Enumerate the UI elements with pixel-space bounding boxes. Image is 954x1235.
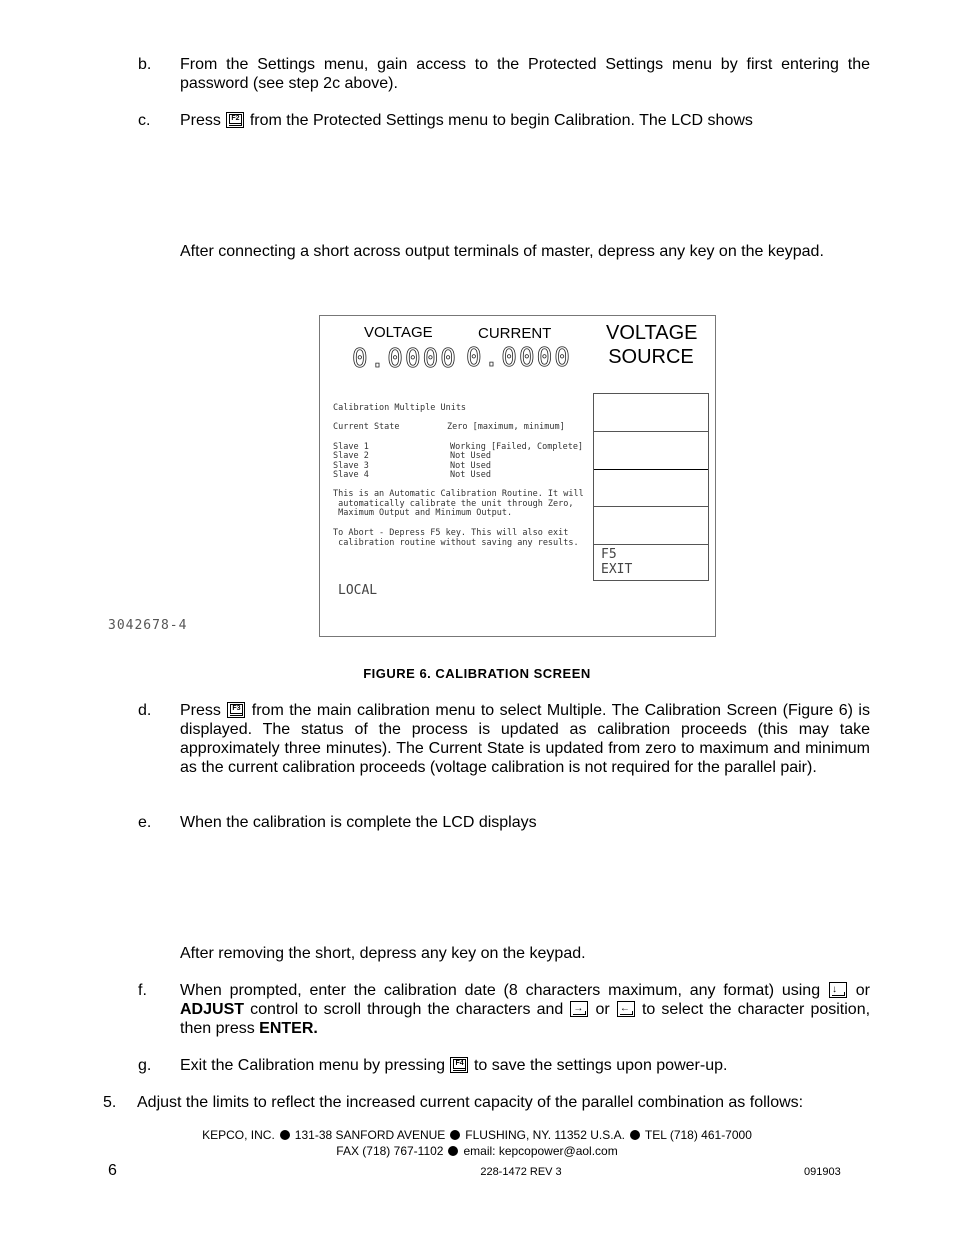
current-label: CURRENT [478,325,552,342]
step-g-text: Exit the Calibration menu by pressing F4 to save the settings upon power-up. [180,1057,728,1074]
step-d-text [180,701,870,777]
slave-status: Not Used [450,451,491,461]
step-c-marker: c. [138,112,151,129]
step-d-pre: Press [180,702,221,719]
bullet-icon [630,1130,640,1140]
slave-status: Not Used [450,461,491,471]
footer-contact-line [0,1144,954,1158]
f2-key-icon: F2 [226,112,244,128]
current-state-value: Zero [maximum, minimum] [447,422,565,432]
step-5-marker: 5. [103,1094,117,1111]
footer-city: FLUSHING, NY. 11352 U.S.A. [465,1128,625,1142]
info-text: This is an Automatic Calibration Routine. It will automatically calibrate the unit through Zero, Maximum Output and Minimum Output. [333,489,584,519]
adjust-control-label: ADJUST [180,1001,245,1018]
footer-address-line [0,1128,954,1142]
step-d-marker: d. [138,702,152,719]
slave-row: Slave 1 [333,442,369,452]
f4-key-icon: F4 [450,1057,468,1073]
softkey-divider [594,469,708,470]
date-code: 091903 [804,1166,841,1178]
footer-tel: TEL (718) 461-7000 [644,1128,752,1142]
step-c-post: from the Protected Settings menu to begin Calibration. The LCD shows [249,112,753,129]
step-c-pre: Press [180,112,221,129]
slave-row: Slave 2 [333,451,369,461]
current-state-label: Current State [333,422,400,432]
softkey-divider [594,506,708,507]
enter-key-label: ENTER. [259,1020,318,1037]
local-indicator: LOCAL [338,583,378,598]
step-c-text [180,111,870,130]
drawing-number: 3042678-4 [108,618,188,633]
slave-row: Slave 4 [333,470,369,480]
voltage-source-title [606,321,696,369]
calibration-screen-figure [319,315,716,637]
left-arrow-key-icon: ← [617,1001,635,1017]
bullet-icon [448,1146,458,1156]
figure-caption: FIGURE 6. CALIBRATION SCREEN [363,666,591,681]
step-d-post: from the main calibration menu to select Multiple. The Calibration Screen (Figure 6) is displayed. The status of the process is updated as calibration proceeds (this may take approximately three minutes). The Current State is updated from zero to maximum and minimum as the current calibration proceeds (voltage calibration is not required for the parallel pair). [180,702,870,776]
slave-status: Working [Failed, Complete] [450,442,584,452]
step-f-text: When prompted, enter the calibration date (8 characters maximum, any format) using ↓ or ADJUST control to scroll through the characters and → or ← to select the character position, then press ENTER. [180,982,871,1037]
short-note: After connecting a short across output terminals of master, depress any key on the keypad. [180,243,824,260]
footer-email: email: kepcopower@aol.com [463,1144,618,1158]
footer-address: 131-38 SANFORD AVENUE [294,1128,446,1142]
step-e-text: When the calibration is complete the LCD displays [180,814,537,831]
bullet-icon [450,1130,460,1140]
lcd-title: Calibration Multiple Units [333,403,467,413]
footer-company: KEPCO, INC. [202,1128,275,1142]
right-arrow-key-icon: → [570,1001,588,1017]
step-f-marker: f. [138,982,147,999]
source-line-2: SOURCE [608,346,694,368]
remove-short-note: After removing the short, depress any key on the keypad. [180,945,586,962]
softkey-exit-label: EXIT [601,562,633,577]
softkey-column [593,393,709,581]
step-g-marker: g. [138,1057,152,1074]
slave-status: Not Used [450,470,491,480]
softkey-f5-label: F5 [601,547,617,562]
page-number: 6 [108,1162,117,1179]
current-readout: 0.0000 [466,343,572,373]
slave-row: Slave 3 [333,461,369,471]
bullet-icon [280,1130,290,1140]
step-b-marker: b. [138,56,152,73]
source-line-1: VOLTAGE [606,322,698,344]
down-arrow-key-icon: ↓ [829,982,847,998]
footer-fax: FAX (718) 767-1102 [336,1144,444,1158]
abort-text: To Abort - Depress F5 key. This will also exit calibration routine without saving any results. [333,528,579,548]
softkey-divider [594,544,708,545]
voltage-label: VOLTAGE [364,324,433,341]
step-e-marker: e. [138,814,152,831]
voltage-readout: 0.0000 [352,344,458,374]
softkey-divider [594,431,708,432]
f3-key-icon: F3 [227,702,245,718]
step-b-text: From the Settings menu, gain access to the Protected Settings menu by first entering the password (see step 2c above). [180,56,870,92]
document-id: 228-1472 REV 3 [480,1166,562,1178]
step-5-text: Adjust the limits to reflect the increased current capacity of the parallel combination as follows: [137,1094,804,1111]
